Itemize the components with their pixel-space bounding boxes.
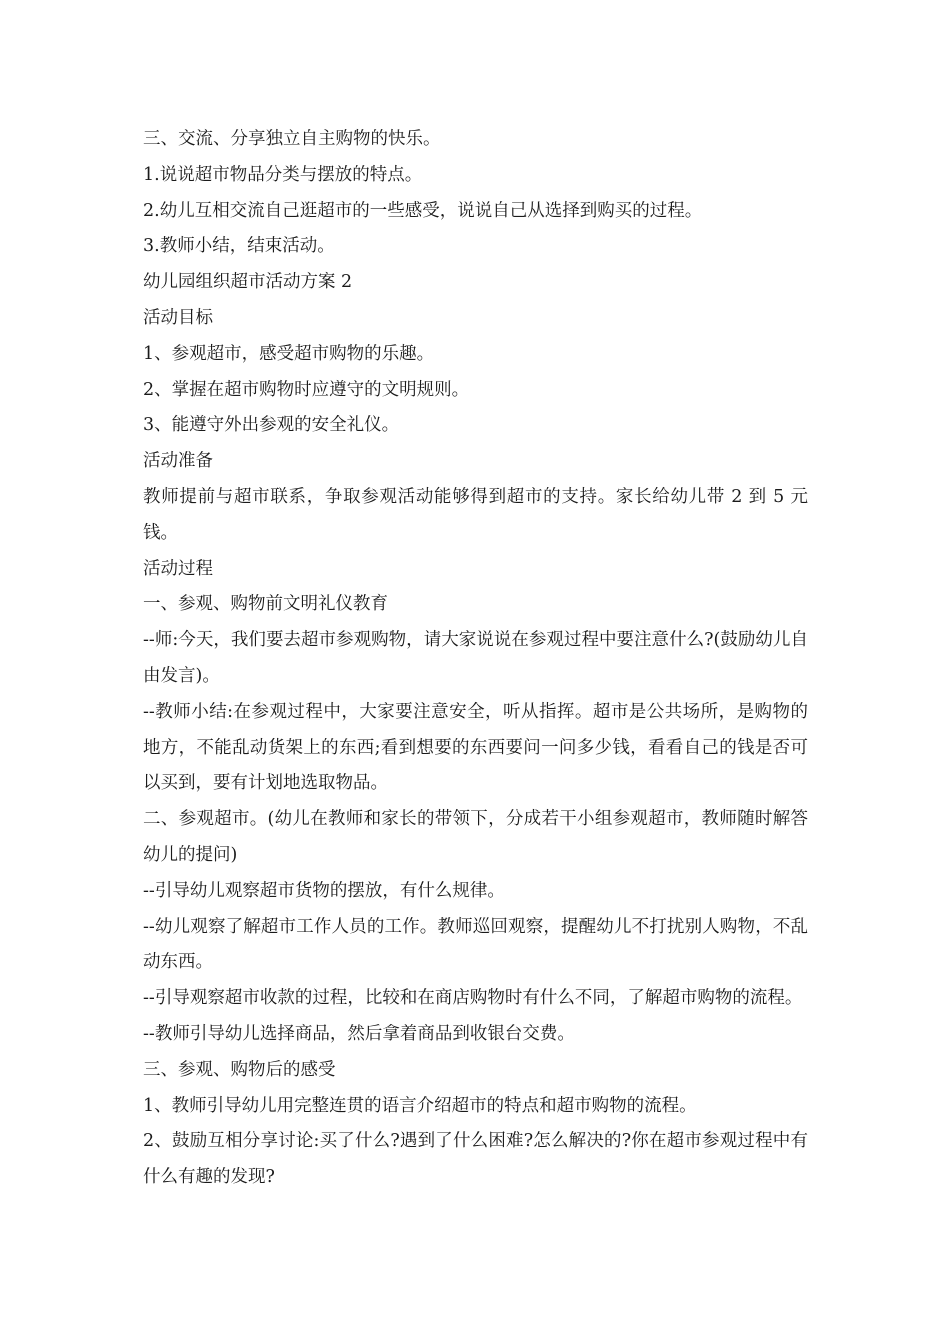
body-paragraph: --师:今天，我们要去超市参观购物，请大家说说在参观过程中要注意什么?(鼓励幼儿自由发言)。	[143, 630, 808, 686]
subsection-heading: 一、参观、购物前文明礼仪教育	[143, 594, 388, 615]
body-paragraph: --教师小结:在参观过程中，大家要注意安全，听从指挥。超市是公共场所，是购物的地方，不能乱动货架上的东西;看到想要的东西要问一问多少钱，看看自己的钱是否可以买到，要有计划地选取物品。	[143, 701, 808, 794]
list-item: 2、鼓励互相分享讨论:买了什么?遇到了什么困难?怎么解决的?你在超市参观过程中有什么有趣的发现?	[143, 1131, 808, 1188]
section-heading-exchange: 三、交流、分享独立自主购物的快乐。	[143, 129, 441, 149]
body-paragraph: 教师提前与超市联系，争取参观活动能够得到超市的支持。家长给幼儿带 2 到 5 元钱。	[143, 486, 808, 543]
body-paragraph: --幼儿观察了解超市工作人员的工作。教师巡回观察，提醒幼儿不打扰别人购物，不乱动东西。	[143, 916, 808, 973]
section-heading-preparation: 活动准备	[143, 451, 213, 472]
section-heading-goals: 活动目标	[143, 307, 213, 328]
subsection-heading: 二、参观超市。(幼儿在教师和家长的带领下，分成若干小组参观超市，教师随时解答幼儿的提问)	[143, 809, 808, 865]
list-item: 1、教师引导幼儿用完整连贯的语言介绍超市的特点和超市购物的流程。	[143, 1095, 697, 1116]
body-paragraph: --引导观察超市收款的过程，比较和在商店购物时有什么不同，了解超市购物的流程。	[143, 988, 803, 1009]
list-item: 2、掌握在超市购物时应遵守的文明规则。	[143, 379, 470, 400]
body-paragraph: --引导幼儿观察超市货物的摆放，有什么规律。	[143, 880, 505, 901]
plan-title: 幼儿园组织超市活动方案 2	[143, 272, 353, 293]
subsection-heading: 三、参观、购物后的感受	[143, 1059, 336, 1080]
list-item: 1.说说超市物品分类与摆放的特点。	[143, 164, 423, 185]
list-item: 1、参观超市，感受超市购物的乐趣。	[143, 343, 435, 364]
list-item: 2.幼儿互相交流自己逛超市的一些感受，说说自己从选择到购买的过程。	[143, 200, 703, 221]
body-paragraph: --教师引导幼儿选择商品，然后拿着商品到收银台交费。	[143, 1023, 575, 1044]
list-item: 3.教师小结，结束活动。	[143, 236, 335, 257]
section-heading-process: 活动过程	[143, 558, 213, 579]
document-body	[143, 122, 808, 1196]
list-item: 3、能遵守外出参观的安全礼仪。	[143, 415, 400, 436]
